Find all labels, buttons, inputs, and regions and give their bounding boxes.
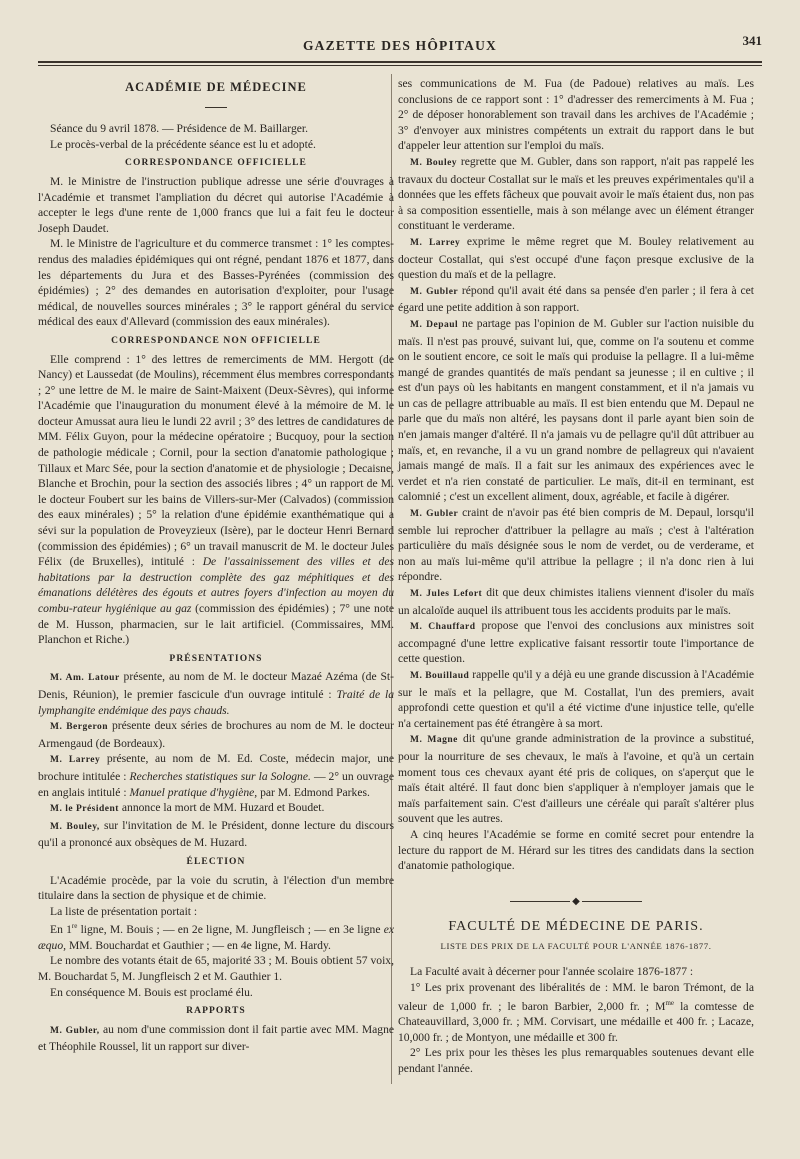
section-ornament: ◆ [398,894,754,910]
paragraph: M. Jules Lefort dit que deux chimistes italiens viennent d'isoler du maïs un alcaloïde auquel ils attribuent tous les accidents produits par le maïs. [398,586,754,617]
paragraph: M. Depaul ne partage pas l'opinion de M. Gubler sur l'action nuisible du maïs. Il n'est pas prouvé, suivant lui, que, comme on l'a soutenu et comme on le soutient encore, ce soit le maïs qui produise la pellagre. Il a lui-même mangé de grandes quantités de maïs pendant sa jeunesse ; il en cultive ; il est d'un pays où les habitants en mangent constamment, et il n'a jamais vu un cas de pellagre attribuable au maïs. Il est bien entendu que M. Depaul ne parle que du maïs non altéré, les paysans dont il parle ayant bien soin de n'en jamais manger d'altéré. Il n'a jamais vu de pellagre qu'il dût attribuer au maïs, et, en revanche, il a vu un grand nombre de pellagreux qui n'avaient jamais mangé de maïs. Il a fait sur les animaux des expériences avec le verdet et n'a rien constaté de particulier. Le maïs, dit-il en terminant, est calomnié ; c'est un excellent aliment, doux, agréable, et facile à digérer. [398,316,754,504]
header-rule-thin [38,65,762,66]
heading-dash [38,100,394,116]
paragraph: La liste de présentation portait : [50,904,198,918]
page-header [38,30,762,68]
paragraph: M. Larrey présente, au nom de M. Ed. Coste, médecin major, une brochure intitulée : Recherches statistiques sur la Sologne. — 2° un ouvrage en anglais intitulé : Manuel pratique d'hygiène, par M. Edmond Parkes. [38,752,395,799]
subheading-correspondance-non-officielle: CORRESPONDANCE NON OFFICIELLE [111,335,321,346]
paragraph: M. Gubler, au nom d'une commission dont il fait partie avec MM. Magne et Théophile Roussel, lit un rapport sur diver- [38,1022,395,1054]
paragraph: M. Am. Latour présente, au nom de M. le docteur Mazaé Azéma (de St-Denis, Réunion), le premier fascicule d'un ouvrage intitulé : Traité de la lymphangite endémique des pays chauds. [38,670,395,717]
paragraph: M. le Président annonce la mort de MM. Huzard et Boudet. [50,801,325,815]
subheading-presentations: PRÉSENTATIONS [169,653,263,664]
header-rule [38,61,762,63]
paragraph: M. Magne dit qu'une grande administration de la province a substitué, pour la nourriture de ses chevaux, le maïs à l'avoine, et qu'à un certain moment tous ces chevaux ayant été pris de coliques, on s'aperçut que le maïs était altéré. Il faut donc bien s'appliquer à n'employer jamais que le maïs parfaitement sain. C'est d'ailleurs une céréale qui paraît s'altérer plus souvent que les autres. [398,732,754,826]
session-line: Séance du 9 avril 1878. — Présidence de M. Baillarger. [50,122,309,136]
paragraph: En conséquence M. Bouis est proclamé élu. [50,985,253,999]
section-heading-faculte: FACULTÉ DE MÉDECINE DE PARIS. [448,919,704,935]
paragraph: M. Bouley regrette que M. Gubler, dans son rapport, n'ait pas rappelé les travaux du docteur Costallat sur le maïs et les preuves expérimentales qu'il a données que les effets fâcheux que pouvait avoir le maïs étaient dus, non pas à sa composition essentielle, mais à son mélange avec un élément étranger constituant le verderame. [398,154,754,233]
subheading-election: ÉLECTION [186,856,246,867]
paragraph: M. le Ministre de l'agriculture et du commerce transmet : 1° les comptes-rendus des maladies épidémiques qui ont régné, pendant 1876 et 1877, dans les départements du Jura et des Basses-Pyrénées (commission des épidémies) ; 2° des demandes en autorisation d'exploiter, pour l'usage médical, de nouvelles sources minérales ; 3° le rapport général du service médical des eaux d'Allevard (commission des eaux minérales). [38,237,394,329]
paragraph: M. Bouley, sur l'invitation de M. le Président, donne lecture du discours qu'il a prononcé aux obsèques de M. Huzard. [38,818,394,850]
paragraph: 1° Les prix provenant des libéralités de : MM. le baron Trémont, de la valeur de 1,000 fr. ; le baron Barbier, 2,000 fr. ; $M^{me}$ la comtesse de Chateauvillard, 3,000 fr. ; MM. Corvisart, une médaille et 400 fr. ; Lacaze, 10,000 fr. ; de Montyon, une médaille et 300 fr. [398,981,754,1044]
paragraph: ses communications de M. Fua (de Padoue) relatives au maïs. Les conclusions de ce rapport sont : 1° d'adresser des remerciments à M. Fua ; 2° de déposer honorablement son travail dans les archives de l'Académie ; 3° d'envoyer aux ministres compétents un extrait du rapport dans le but d'appeler leur attention sur l'emploi du maïs. [398,77,754,153]
paragraph: Le nombre des votants était de 65, majorité 33 ; M. Bouis obtient 57 voix, M. Bouchardat 5, M. Jungfleisch 2 et M. Gauthier 1. [38,954,394,983]
paragraph: A cinq heures l'Académie se forme en comité secret pour entendre la lecture du rapport de M. Hérard sur les titres des candidats dans la section d'anatomie pathologique. [398,827,754,873]
paragraph: M. Chauffard propose que l'envoi des conclusions aux ministres soit accompagné d'une lettre explicative faisant ressortir toute l'importance de cette question. [398,619,754,666]
paragraph: M. Gubler craint de n'avoir pas été bien compris de M. Depaul, lorsqu'il semble lui reprocher d'attribuer la pellagre au maïs ; c'est à l'altération particulière du maïs désignée sous le nom de verdet, ou de verderame, et non au maïs lui-même qu'il attribue la pellagre ; il n'a donc rien à lui répondre. [398,506,754,584]
subheading-liste-des-prix: LISTE DES PRIX DE LA FACULTÉ POUR L'ANNÉE 1876-1877. [440,940,712,951]
subheading-correspondance-officielle: CORRESPONDANCE OFFICIELLE [125,158,307,169]
paragraph: Elle comprend : 1° des lettres de remerciments de MM. Hergott (de Nancy) et Laussedat (de Moulins), récemment élus membres correspondants ; 2° une lettre de M. le maire de Saint-Maixent (Deux-Sèvres), qui informe l'Académie que l'inauguration du monument élevé à la mémoire de M. le docteur Amussat aura lieu le lundi 22 avril ; 3° des lettres de candidatures de MM. Félix Guyon, pour la médecine opératoire ; Bucquoy, pour la section de pathologie médicale ; Cornil, pour la section d'anatomie pathologique ; Tillaux et Marc Sée, pour la section d'anatomie et de physiologie ; Decaisne, Blanche et Brochin, pour la section des associés libres ; 4° un rapport de M. le docteur Foubert sur les bains de Villers-sur-Mer (Calvados) (commission des eaux minérales) ; 5° la relation d'une épidémie exanthématique qui a sévi sur la population de Proveyzieux (Isère), par le docteur Henri Bernard (commission des épidémies) ; 6° un travail manuscrit de M. le docteur Jules Félix (de Bruxelles), intitulé : De l'assainissement des villes et des habitations par la destruction complète des gaz méphitiques et des émanations délétères des égouts et autres foyers d'infection au moyen du combu-rateur hygiénique au gaz (commission des épidémies) ; 7° une note de M. Husson, pharmacien, sur le lait artificiel. (Commissaires, MM. Planchon et Riche.) [38,352,395,647]
paragraph: 2° Les prix pour les thèses les plus remarquables soutenues devant elle pendant l'année. [398,1046,754,1075]
minutes-line: Le procès-verbal de la précédente séance est lu et adopté. [50,137,316,151]
paragraph: En 1re ligne, M. Bouis ; — en 2e ligne, M. Jungfleisch ; — en 3e ligne ex æquo, MM. Bouchardat et Gauthier ; — en 4e ligne, M. Hardy. [38,922,395,952]
subheading-rapports: RAPPORTS [186,1006,246,1017]
right-column [398,76,754,1076]
paragraph: M. Bergeron présente deux séries de brochures au nom de M. le docteur Armengaud (de Bordeaux). [38,719,395,750]
paragraph: La Faculté avait à décerner pour l'année scolaire 1876-1877 : [410,965,694,979]
paragraph: M. le Ministre de l'instruction publique adresse une série d'ouvrages à l'Académie et transmet l'ampliation du décret qui autorise l'Académie à accepter le legs d'une rente de 1,000 francs que lui a fait feu le docteur Joseph Daudet. [38,174,394,235]
left-column [38,76,394,1055]
running-title: GAZETTE DES HÔPITAUX [302,38,498,53]
page-number: 341 [742,33,762,48]
paragraph: L'Académie procède, par la voie du scrutin, à l'élection d'un membre titulaire dans la section de physique et de chimie. [38,873,394,903]
paragraph: M. Bouillaud rappelle qu'il y a déjà eu une grande discussion à l'Académie sur le maïs et la pellagre, que M. Costallat, l'un des premiers, avait approfondi cette question et qu'il a été victime d'une injustice telle, qu'elle n'a certainement pas été étrangère à sa mort. [398,667,754,730]
paragraph: M. Larrey exprime le même regret que M. Bouley relativement au docteur Costallat, qui s'est occupé d'une façon presque exclusive de la question du maïs et de la pellagre. [398,234,754,282]
section-heading-academie: ACADÉMIE DE MÉDECINE [125,80,307,94]
paragraph: M. Gubler répond qu'il avait été dans sa pensée d'en parler ; il fera à cet égard une petite addition à son rapport. [398,283,754,315]
